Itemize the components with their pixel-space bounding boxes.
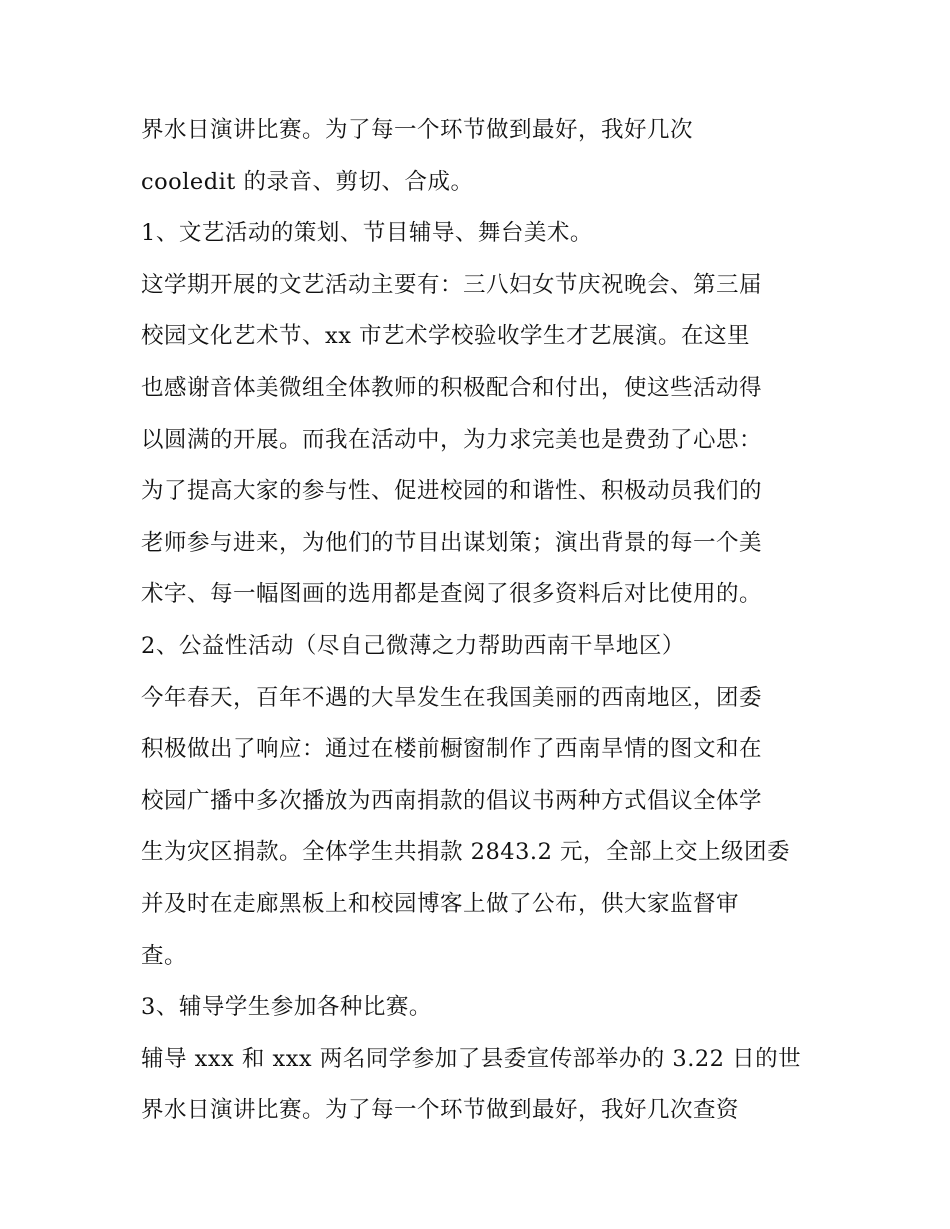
text-line: cooledit 的录音、剪切、合成。 xyxy=(141,168,474,195)
text-line: 术字、每一幅图画的选用都是查阅了很多资料后对比使用的。 xyxy=(141,581,763,608)
text-line: 老师参与进来，为他们的节目出谋划策；演出背景的每一个美 xyxy=(141,529,763,556)
text-line: 生为灾区捐款。全体学生共捐款 2843.2 元，全部上交上级团委 xyxy=(141,839,791,866)
text-line: 这学期开展的文艺活动主要有：三八妇女节庆祝晚会、第三届 xyxy=(141,271,763,298)
text-line: 也感谢音体美微组全体教师的积极配合和付出，使这些活动得 xyxy=(141,374,763,401)
text-line: 校园广播中多次播放为西南捐款的倡议书两种方式倡议全体学 xyxy=(141,787,763,814)
text-line: 辅导 xxx 和 xxx 两名同学参加了县委宣传部举办的 3.22 日的世 xyxy=(141,1045,802,1072)
text-line: 界水日演讲比赛。为了每一个环节做到最好，我好几次查资 xyxy=(141,1097,740,1124)
text-line: 界水日演讲比赛。为了每一个环节做到最好，我好几次 xyxy=(141,117,694,143)
section-heading: 2、公益性活动（尽自己微薄之力帮助西南干旱地区） xyxy=(141,632,685,659)
text-line: 积极做出了响应：通过在楼前橱窗制作了西南旱情的图文和在 xyxy=(141,736,763,763)
section-heading: 1、文艺活动的策划、节目辅导、舞台美术。 xyxy=(141,220,593,247)
text-line: 今年春天，百年不遇的大旱发生在我国美丽的西南地区，团委 xyxy=(141,684,763,711)
text-line: 为了提高大家的参与性、促进校园的和谐性、积极动员我们的 xyxy=(141,478,763,505)
document-body xyxy=(141,109,821,1141)
text-line: 查。 xyxy=(141,942,188,969)
text-line: 校园文化艺术节、xx 市艺术学校验收学生才艺展演。在这里 xyxy=(141,323,751,350)
text-line: 以圆满的开展。而我在活动中，为力求完美也是费劲了心思： xyxy=(141,426,763,453)
text-line: 并及时在走廊黑板上和校园博客上做了公布，供大家监督审 xyxy=(141,890,740,917)
section-heading: 3、辅导学生参加各种比赛。 xyxy=(141,994,432,1021)
